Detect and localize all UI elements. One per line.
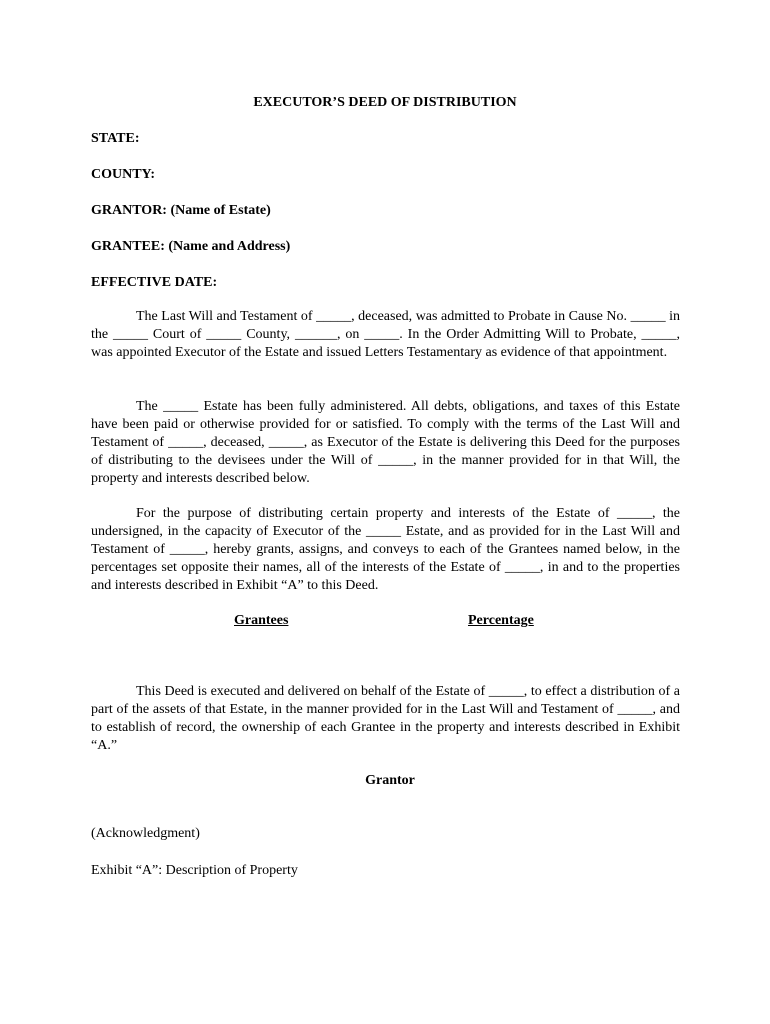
acknowledgment-label: (Acknowledgment) [91,826,200,841]
grantor-signature-label: Grantor [365,773,415,788]
grantee-field: GRANTEE: (Name and Address) [91,239,291,254]
grantor-field: GRANTOR: (Name of Estate) [91,203,271,218]
grantees-column-header: Grantees [234,613,289,628]
percentage-column-header: Percentage [468,613,534,628]
document-title: EXECUTOR’S DEED OF DISTRIBUTION [253,95,517,110]
effective-date-field: EFFECTIVE DATE: [91,275,218,290]
conveyance-paragraph: For the purpose of distributing certain property and interests of the Estate of _____, the undersigned, in the capacity of Executor of the _____ Estate, and as provided for in the Last Will and Testament of _____, hereby grants, assigns, and conveys to each of the Grantees named below, in the percentages set opposite their names, all of the interests of the Estate of _____, in and to the properties and interests described in Exhibit “A” to this Deed. [91,506,680,593]
state-field: STATE: [91,131,140,146]
exhibit-label: Exhibit “A”: Description of Property [91,863,298,878]
county-field: COUNTY: [91,167,156,182]
execution-paragraph: This Deed is executed and delivered on behalf of the Estate of _____, to effect a distribution of a part of the assets of that Estate, in the manner provided for in the Last Will and Testament of _____, and to establish of record, the ownership of each Grantee in the property and interests described in Exhibit “A.” [91,684,680,753]
probate-paragraph: The Last Will and Testament of _____, deceased, was admitted to Probate in Cause No. _____ in the _____ Court of _____ County, ______, on _____. In the Order Admitting Will to Probate, _____, was appointed Executor of the Estate and issued Letters Testamentary as evidence of that appointment. [91,309,680,360]
administration-paragraph: The _____ Estate has been fully administered. All debts, obligations, and taxes of this Estate have been paid or otherwise provided for or satisfied. To comply with the terms of the Last Will and Testament of _____, deceased, _____, as Executor of the Estate is delivering this Deed for the purposes of distributing to the devisees under the Will of _____, in the manner provided for in that Will, the property and interests described below. [91,399,680,486]
